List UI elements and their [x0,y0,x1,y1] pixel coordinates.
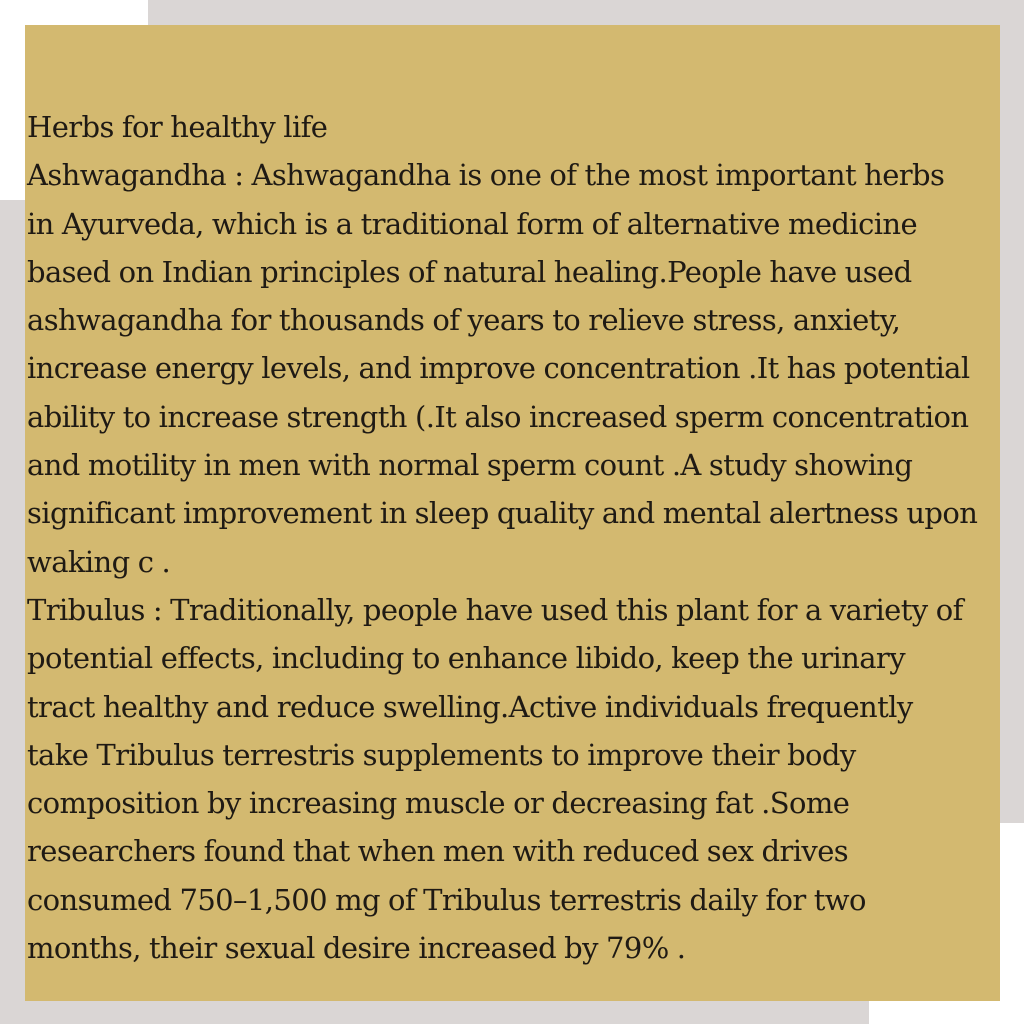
article-text [27,103,1002,972]
text-line: Ashwagandha : Ashwagandha is one of the most important herbs [27,158,945,193]
content-panel [25,25,1000,1001]
text-line: consumed 750–1,500 mg of Tribulus terrestris daily for two [27,882,866,917]
text-line: Tribulus : Traditionally, people have used this plant for a variety of [27,592,963,627]
text-line: significant improvement in sleep quality and mental alertness upon [27,496,978,531]
text-line: based on Indian principles of natural healing.People have used [27,254,912,289]
text-line: and motility in men with normal sperm count .A study showing [27,448,913,483]
text-line: waking c . [27,544,171,579]
text-line: take Tribulus terrestris supplements to improve their body [27,737,856,772]
text-line: increase energy levels, and improve concentration .It has potential [27,351,970,386]
text-line: composition by increasing muscle or decreasing fat .Some [27,786,850,821]
text-line: tract healthy and reduce swelling.Active individuals frequently [27,689,913,724]
text-line: ability to increase strength (.It also increased sperm concentration [27,399,969,434]
text-line: months, their sexual desire increased by 79% . [27,931,686,966]
text-line: researchers found that when men with reduced sex drives [27,834,849,869]
text-line: in Ayurveda, which is a traditional form of alternative medicine [27,206,918,241]
heading-line: Herbs for healthy life [27,110,328,144]
text-line: potential effects, including to enhance libido, keep the urinary [27,641,905,676]
text-line: ashwagandha for thousands of years to relieve stress, anxiety, [27,303,901,338]
